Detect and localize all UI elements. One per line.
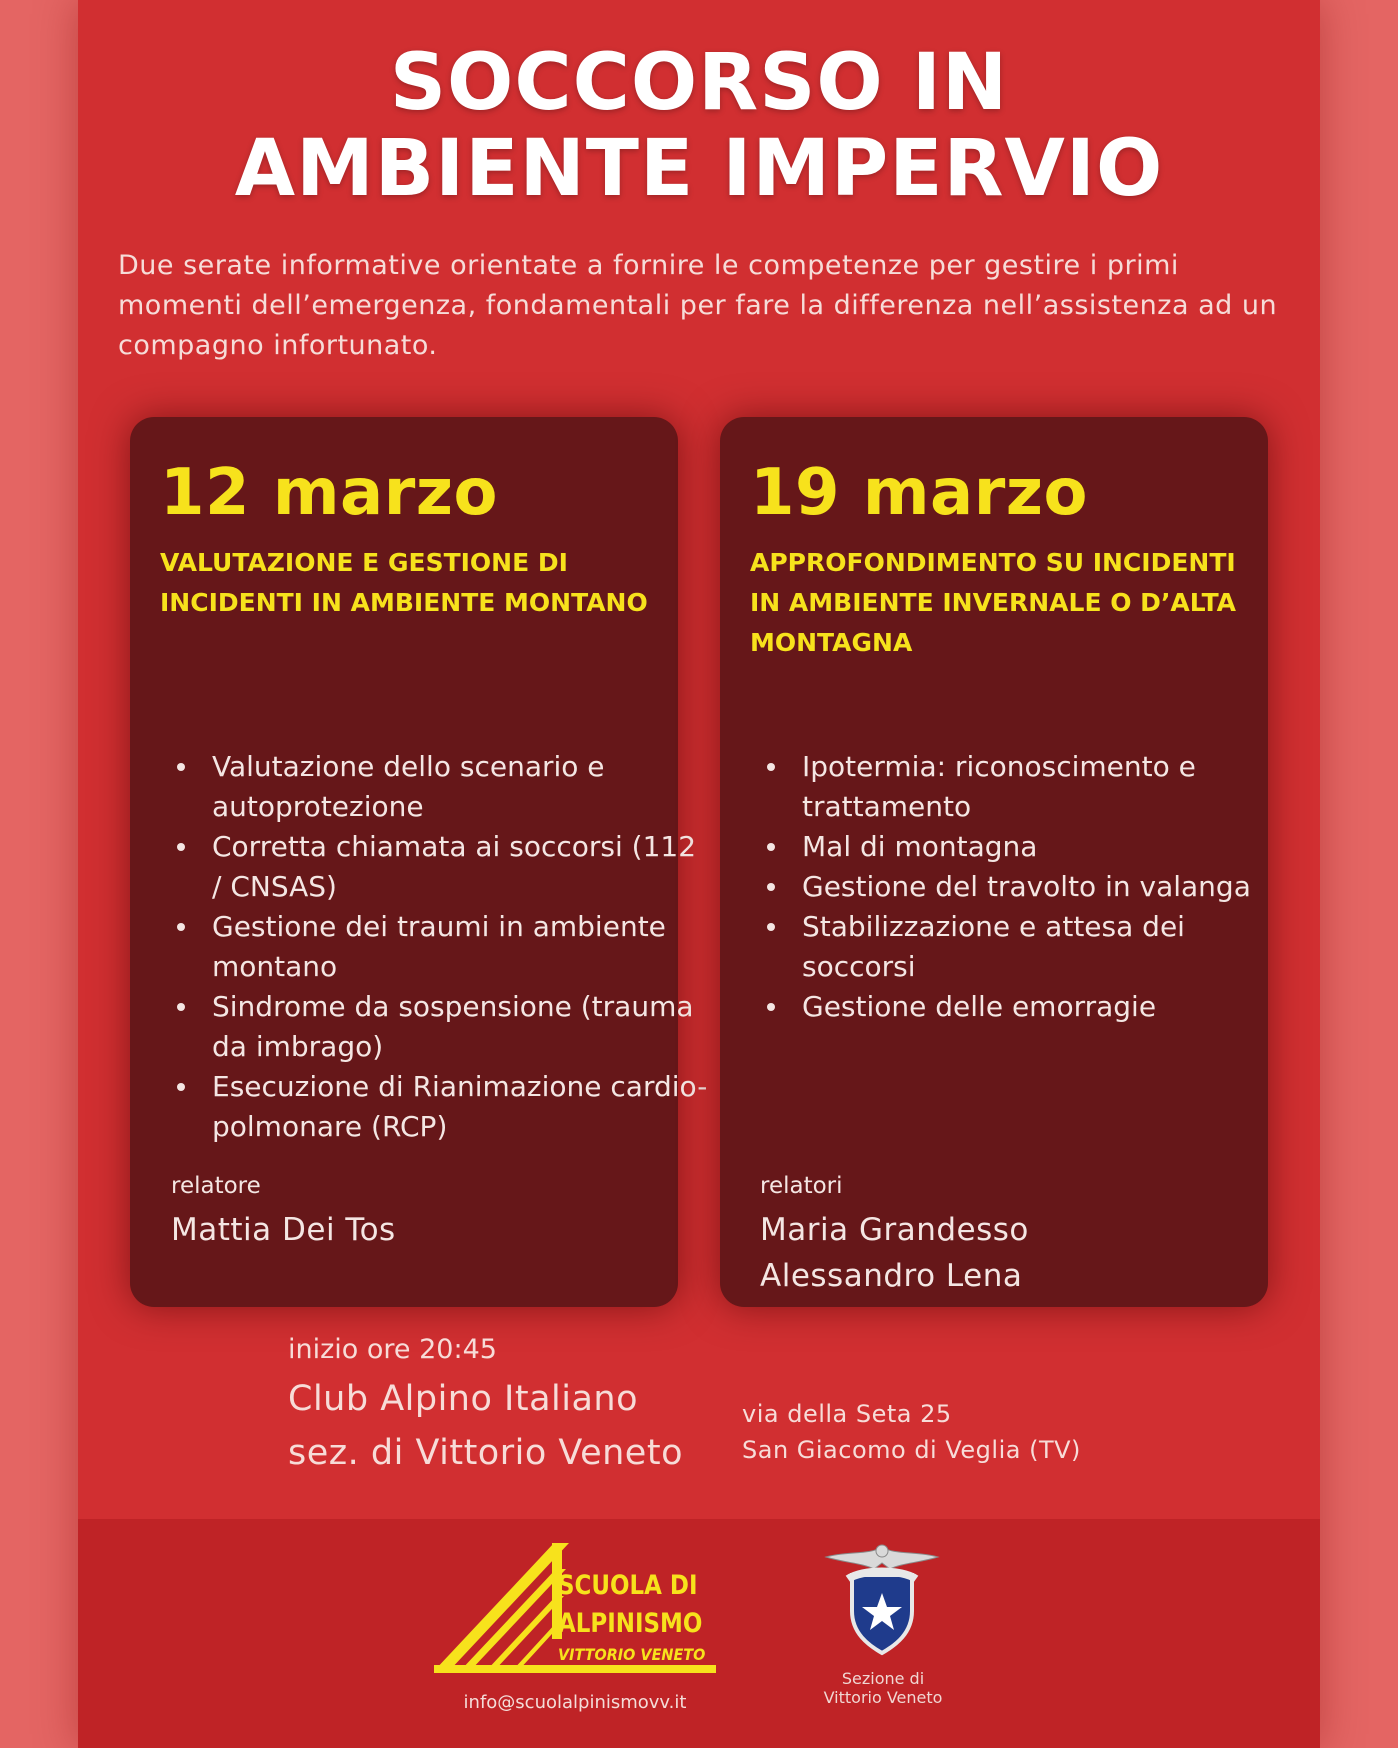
list-item: Stabilizzazione e attesa dei soccorsi <box>802 907 1302 987</box>
venue-club-line: Club Alpino Italiano <box>288 1379 639 1419</box>
venue-club-line: sez. di Vittorio Veneto <box>288 1433 683 1473</box>
list-item: Mal di montagna <box>802 827 1302 867</box>
event-card-12-marzo <box>130 417 708 1307</box>
cai-caption <box>788 1669 978 1707</box>
list-item: Ipotermia: riconoscimento e trattamento <box>802 747 1302 827</box>
scuola-logo-text <box>558 1567 728 1667</box>
scuola-line: VITTORIO VENETO <box>558 1645 706 1664</box>
speaker-name: Maria Grandesso <box>760 1212 1029 1248</box>
speaker-list <box>760 1207 1029 1299</box>
address-line: via della Seta 25 <box>742 1400 952 1428</box>
scuola-line: ALPINISMO <box>558 1608 703 1639</box>
speaker-label: relatori <box>760 1173 843 1199</box>
title-line-2: AMBIENTE IMPERVIO <box>234 124 1164 214</box>
list-item: Corretta chiamata ai soccorsi (112 / CNSAS) <box>212 827 712 907</box>
venue-address <box>742 1396 1081 1468</box>
cai-caption-line: Vittorio Veneto <box>823 1688 943 1707</box>
speaker-name: Mattia Dei Tos <box>171 1212 396 1248</box>
event-date: 12 marzo <box>160 456 498 530</box>
list-item: Gestione del travolto in valanga <box>802 867 1302 907</box>
list-item: Gestione delle emorragie <box>802 987 1302 1027</box>
title-line-1: SOCCORSO IN <box>389 38 1009 128</box>
scuola-line: SCUOLA DI <box>558 1570 698 1601</box>
poster <box>78 0 1320 1748</box>
intro-text: Due serate informative orientate a fornire le competenze per gestire i primi momenti dell’emergenza, fondamentali per fare la differenza nell’assistenza ad un compagno infortunato. <box>118 250 1278 361</box>
event-topic: VALUTAZIONE E GESTIONE DI INCIDENTI IN AMBIENTE MONTANO <box>160 548 648 617</box>
speaker-list <box>171 1207 396 1253</box>
list-item: Gestione dei traumi in ambiente montano <box>212 907 712 987</box>
list-item: Valutazione dello scenario e autoprotezione <box>212 747 712 827</box>
list-item: Sindrome da sospensione (trauma da imbrago) <box>212 987 712 1067</box>
start-time: inizio ore 20:45 <box>288 1334 497 1365</box>
speaker-name: Alessandro Lena <box>760 1258 1023 1294</box>
event-topic: APPROFONDIMENTO SU INCIDENTI IN AMBIENTE INVERNALE O D’ALTA MONTAGNA <box>750 548 1237 657</box>
topic-list <box>160 747 712 1147</box>
event-date: 19 marzo <box>750 456 1088 530</box>
topic-list <box>750 747 1302 1027</box>
list-item: Esecuzione di Rianimazione cardio-polmonare (RCP) <box>212 1067 712 1147</box>
event-card-19-marzo <box>720 417 1268 1307</box>
page-title <box>78 40 1320 212</box>
footer <box>78 1519 1320 1748</box>
email-link[interactable]: info@scuolalpinismovv.it <box>463 1692 687 1713</box>
venue-club <box>288 1372 683 1480</box>
cai-eagle-emblem-icon <box>822 1541 942 1657</box>
address-line: San Giacomo di Veglia (TV) <box>742 1436 1081 1464</box>
cai-caption-line: Sezione di <box>841 1669 925 1688</box>
speaker-label: relatore <box>171 1173 261 1199</box>
